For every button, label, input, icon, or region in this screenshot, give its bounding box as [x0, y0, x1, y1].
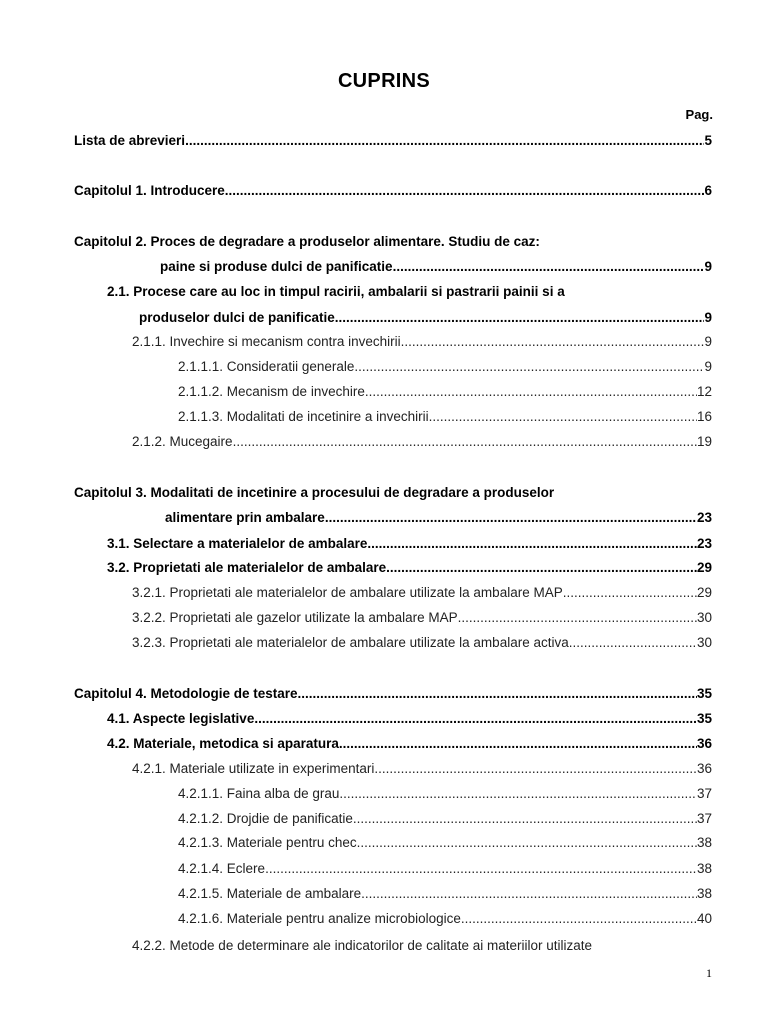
toc-entry-title: Capitolul 2. Proces de degradare a produselor alimentare. Studiu de caz:	[74, 234, 540, 249]
toc-leader-dots	[386, 559, 697, 577]
toc-entry-page: 12	[696, 384, 712, 399]
toc-leader-dots	[233, 433, 697, 451]
toc-entry[interactable]	[139, 309, 712, 327]
toc-leader-dots	[335, 309, 705, 327]
toc-entry-title: 4.2. Materiale, metodica si aparatura	[107, 736, 339, 751]
toc-leader-dots	[374, 760, 697, 778]
toc-entry[interactable]	[107, 559, 712, 577]
toc-entry-title: 3.2.2. Proprietati ale gazelor utilizate la ambalare MAP	[132, 610, 458, 625]
toc-entry[interactable]	[178, 910, 712, 928]
toc-entry-title: produselor dulci de panificatie	[139, 310, 335, 325]
toc-entry-page: 29	[696, 585, 712, 600]
toc-entry-title: 4.2.1.2. Drojdie de panificatie	[178, 811, 353, 826]
toc-entry[interactable]	[74, 182, 712, 200]
toc-entry-page: 38	[696, 886, 712, 901]
toc-entry[interactable]	[178, 885, 712, 903]
toc-entry[interactable]	[178, 383, 712, 401]
toc-entry-title: 4.2.1.3. Materiale pentru chec	[178, 835, 357, 850]
toc-entry-page: 9	[704, 310, 712, 325]
toc-entry-title: Capitolul 4. Metodologie de testare	[74, 686, 298, 701]
toc-entry[interactable]	[74, 484, 712, 502]
toc-entry[interactable]	[107, 710, 712, 728]
toc-leader-dots	[325, 509, 697, 527]
toc-entry-title: 4.2.1.4. Eclere	[178, 861, 266, 876]
toc-entry[interactable]	[178, 834, 712, 852]
toc-leader-dots	[393, 258, 705, 276]
toc-entry[interactable]	[132, 937, 712, 955]
toc-leader-dots	[254, 710, 697, 728]
toc-entry[interactable]	[132, 609, 712, 627]
toc-entry-title: 4.2.1.5. Materiale de ambalare	[178, 886, 362, 901]
toc-entry[interactable]	[107, 535, 712, 553]
toc-entry-page: 36	[696, 761, 712, 776]
toc-entry[interactable]	[132, 760, 712, 778]
toc-entry-title: paine si produse dulci de panificatie	[160, 259, 393, 274]
toc-entry-title: 4.2.2. Metode de determinare ale indicatorilor de calitate ai materiilor utilizate	[132, 938, 592, 953]
toc-entry-page: 40	[696, 911, 712, 926]
toc-entry-page: 29	[696, 560, 712, 575]
toc-leader-dots	[367, 535, 697, 553]
page-title: CUPRINS	[337, 70, 431, 92]
toc-leader-dots	[265, 860, 697, 878]
toc-entry-title: 2.1.1. Invechire si mecanism contra invechirii	[132, 334, 401, 349]
toc-entry[interactable]	[107, 735, 712, 753]
page-column-label: Pag.	[685, 107, 713, 122]
toc-entry-title: 3.2.1. Proprietati ale materialelor de ambalare utilizate la ambalare MAP	[132, 585, 563, 600]
toc-leader-dots	[401, 333, 705, 351]
toc-entry-title: alimentare prin ambalare	[165, 510, 325, 525]
toc-entry-title: 3.2. Proprietati ale materialelor de ambalare	[107, 560, 387, 575]
toc-entry-title: 4.2.1.1. Faina alba de grau	[178, 786, 340, 801]
toc-entry-title: Capitolul 1. Introducere	[74, 183, 225, 198]
toc-entry[interactable]	[178, 810, 712, 828]
toc-entry-title: 2.1.2. Mucegaire	[132, 434, 233, 449]
toc-entry-page: 38	[696, 835, 712, 850]
toc-entry[interactable]	[74, 132, 712, 150]
toc-entry-page: 16	[696, 409, 712, 424]
toc-entry-page: 5	[704, 133, 712, 148]
toc-entry-page: 9	[704, 359, 712, 374]
toc-leader-dots	[339, 735, 697, 753]
toc-entry[interactable]	[107, 283, 712, 301]
toc-leader-dots	[225, 182, 705, 200]
toc-entry-title: 4.2.1. Materiale utilizate in experimentari	[132, 761, 375, 776]
toc-entry[interactable]	[132, 333, 712, 351]
toc-entry-page: 35	[696, 711, 712, 726]
toc-entry-page: 9	[704, 334, 712, 349]
toc-entry[interactable]	[178, 860, 712, 878]
toc-entry-title: 4.2.1.6. Materiale pentru analize microbiologice	[178, 911, 461, 926]
page-number: 1	[706, 966, 712, 980]
toc-entry-page: 23	[696, 510, 712, 525]
toc-leader-dots	[354, 358, 704, 376]
toc-entry-page: 35	[696, 686, 712, 701]
toc-leader-dots	[185, 132, 704, 150]
toc-entry[interactable]	[178, 358, 712, 376]
toc-entry-title: 3.2.3. Proprietati ale materialelor de ambalare utilizate la ambalare activa	[132, 635, 569, 650]
toc-entry-title: 2.1. Procese care au loc in timpul racirii, ambalarii si pastrarii painii si a	[107, 284, 565, 299]
toc-entry-page: 19	[696, 434, 712, 449]
toc-entry-title: Capitolul 3. Modalitati de incetinire a procesului de degradare a produselor	[74, 485, 555, 500]
toc-leader-dots	[461, 910, 697, 928]
toc-entry[interactable]	[165, 509, 712, 527]
toc-entry[interactable]	[132, 584, 712, 602]
toc-entry[interactable]	[74, 233, 712, 251]
toc-leader-dots	[357, 834, 697, 852]
toc-leader-dots	[298, 685, 697, 703]
toc-entry-title: Lista de abrevieri	[74, 133, 186, 148]
toc-leader-dots	[361, 885, 697, 903]
toc-leader-dots	[458, 609, 697, 627]
toc-entry-page: 37	[696, 811, 712, 826]
toc-entry-page: 30	[696, 635, 712, 650]
toc-entry-title: 2.1.1.1. Consideratii generale	[178, 359, 355, 374]
toc-entry-page: 23	[696, 536, 712, 551]
toc-leader-dots	[429, 408, 697, 426]
toc-entry-page: 38	[696, 861, 712, 876]
toc-entry-title: 4.1. Aspecte legislative	[107, 711, 255, 726]
toc-leader-dots	[365, 383, 697, 401]
toc-entry[interactable]	[178, 785, 712, 803]
toc-leader-dots	[353, 810, 697, 828]
toc-entry[interactable]	[132, 634, 712, 652]
toc-entry-page: 36	[696, 736, 712, 751]
toc-entry-title: 3.1. Selectare a materialelor de ambalare	[107, 536, 368, 551]
toc-leader-dots	[339, 785, 697, 803]
toc-entry-page: 9	[704, 259, 712, 274]
toc-entry-title: 2.1.1.3. Modalitati de incetinire a invechirii	[178, 409, 429, 424]
toc-leader-dots	[563, 584, 697, 602]
toc-entry-page: 30	[696, 610, 712, 625]
toc-entry-title: 2.1.1.2. Mecanism de invechire	[178, 384, 365, 399]
toc-entry[interactable]	[178, 408, 712, 426]
toc-leader-dots	[569, 634, 697, 652]
toc-entry[interactable]	[74, 685, 712, 703]
toc-entry[interactable]	[160, 258, 712, 276]
toc-entry[interactable]	[132, 433, 712, 451]
toc-entry-page: 6	[704, 183, 712, 198]
toc-entry-page: 37	[696, 786, 712, 801]
